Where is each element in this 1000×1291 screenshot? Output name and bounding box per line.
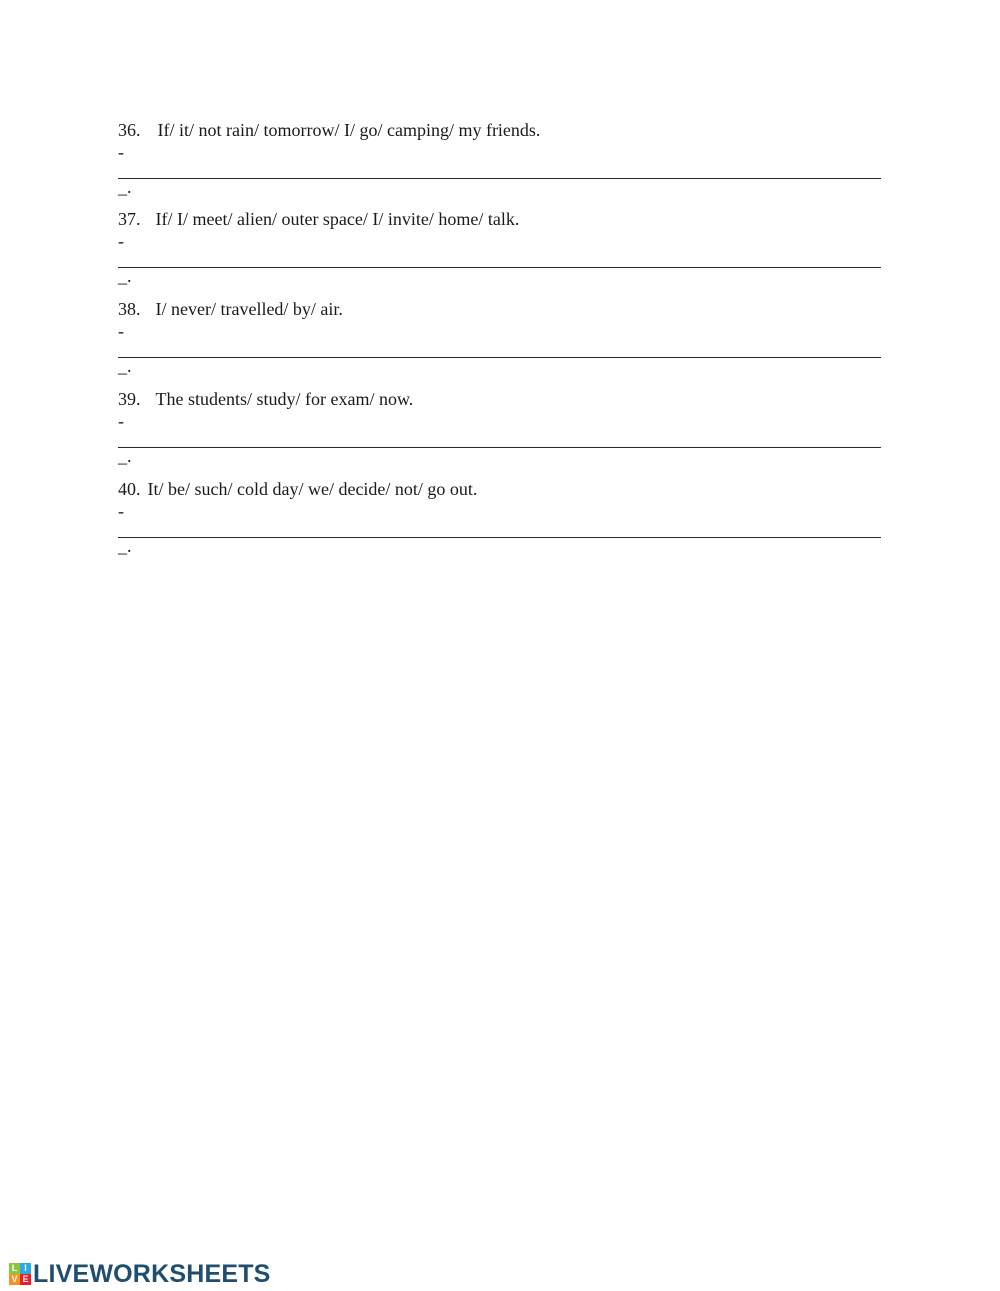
- logo-mark-tile: V: [9, 1274, 20, 1285]
- exercise-text: The students/ study/ for exam/ now.: [155, 389, 414, 409]
- exercise-number: 39.: [118, 389, 141, 409]
- exercise-number: 37.: [118, 209, 141, 229]
- exercise-prompt: [118, 209, 519, 229]
- answer-line[interactable]: [118, 178, 881, 179]
- answer-tail: _.: [118, 177, 132, 197]
- answer-tail: _.: [118, 536, 132, 556]
- exercise-prompt: [118, 389, 413, 409]
- logo-mark-tile: E: [20, 1274, 31, 1285]
- answer-line[interactable]: [118, 447, 881, 448]
- answer-dash: -: [118, 411, 124, 431]
- exercise-text: It/ be/ such/ cold day/ we/ decide/ not/ go out.: [147, 479, 478, 499]
- exercise-prompt: [118, 479, 477, 499]
- answer-dash: -: [118, 501, 124, 521]
- exercise-number: 36.: [118, 120, 141, 140]
- answer-line[interactable]: [118, 357, 881, 358]
- logo-mark-icon: [9, 1263, 31, 1285]
- exercise-text: If/ I/ meet/ alien/ outer space/ I/ invite/ home/ talk.: [155, 209, 520, 229]
- answer-dash: -: [118, 142, 124, 162]
- exercise-number: 40.: [118, 479, 141, 499]
- answer-tail: _.: [118, 266, 132, 286]
- exercise-prompt: [118, 120, 540, 140]
- exercise-text: I/ never/ travelled/ by/ air.: [155, 299, 343, 319]
- answer-dash: -: [118, 231, 124, 251]
- answer-dash: -: [118, 321, 124, 341]
- logo-text: LIVEWORKSHEETS: [33, 1260, 271, 1288]
- liveworksheets-logo[interactable]: [9, 1261, 271, 1287]
- logo-mark-tile: L: [9, 1263, 20, 1274]
- exercise-prompt: [118, 299, 343, 319]
- exercise-text: If/ it/ not rain/ tomorrow/ I/ go/ camping/ my friends.: [157, 120, 541, 140]
- logo-mark-tile: I: [20, 1263, 31, 1274]
- answer-tail: _.: [118, 446, 132, 466]
- answer-line[interactable]: [118, 267, 881, 268]
- answer-tail: _.: [118, 356, 132, 376]
- answer-line[interactable]: [118, 537, 881, 538]
- exercise-number: 38.: [118, 299, 141, 319]
